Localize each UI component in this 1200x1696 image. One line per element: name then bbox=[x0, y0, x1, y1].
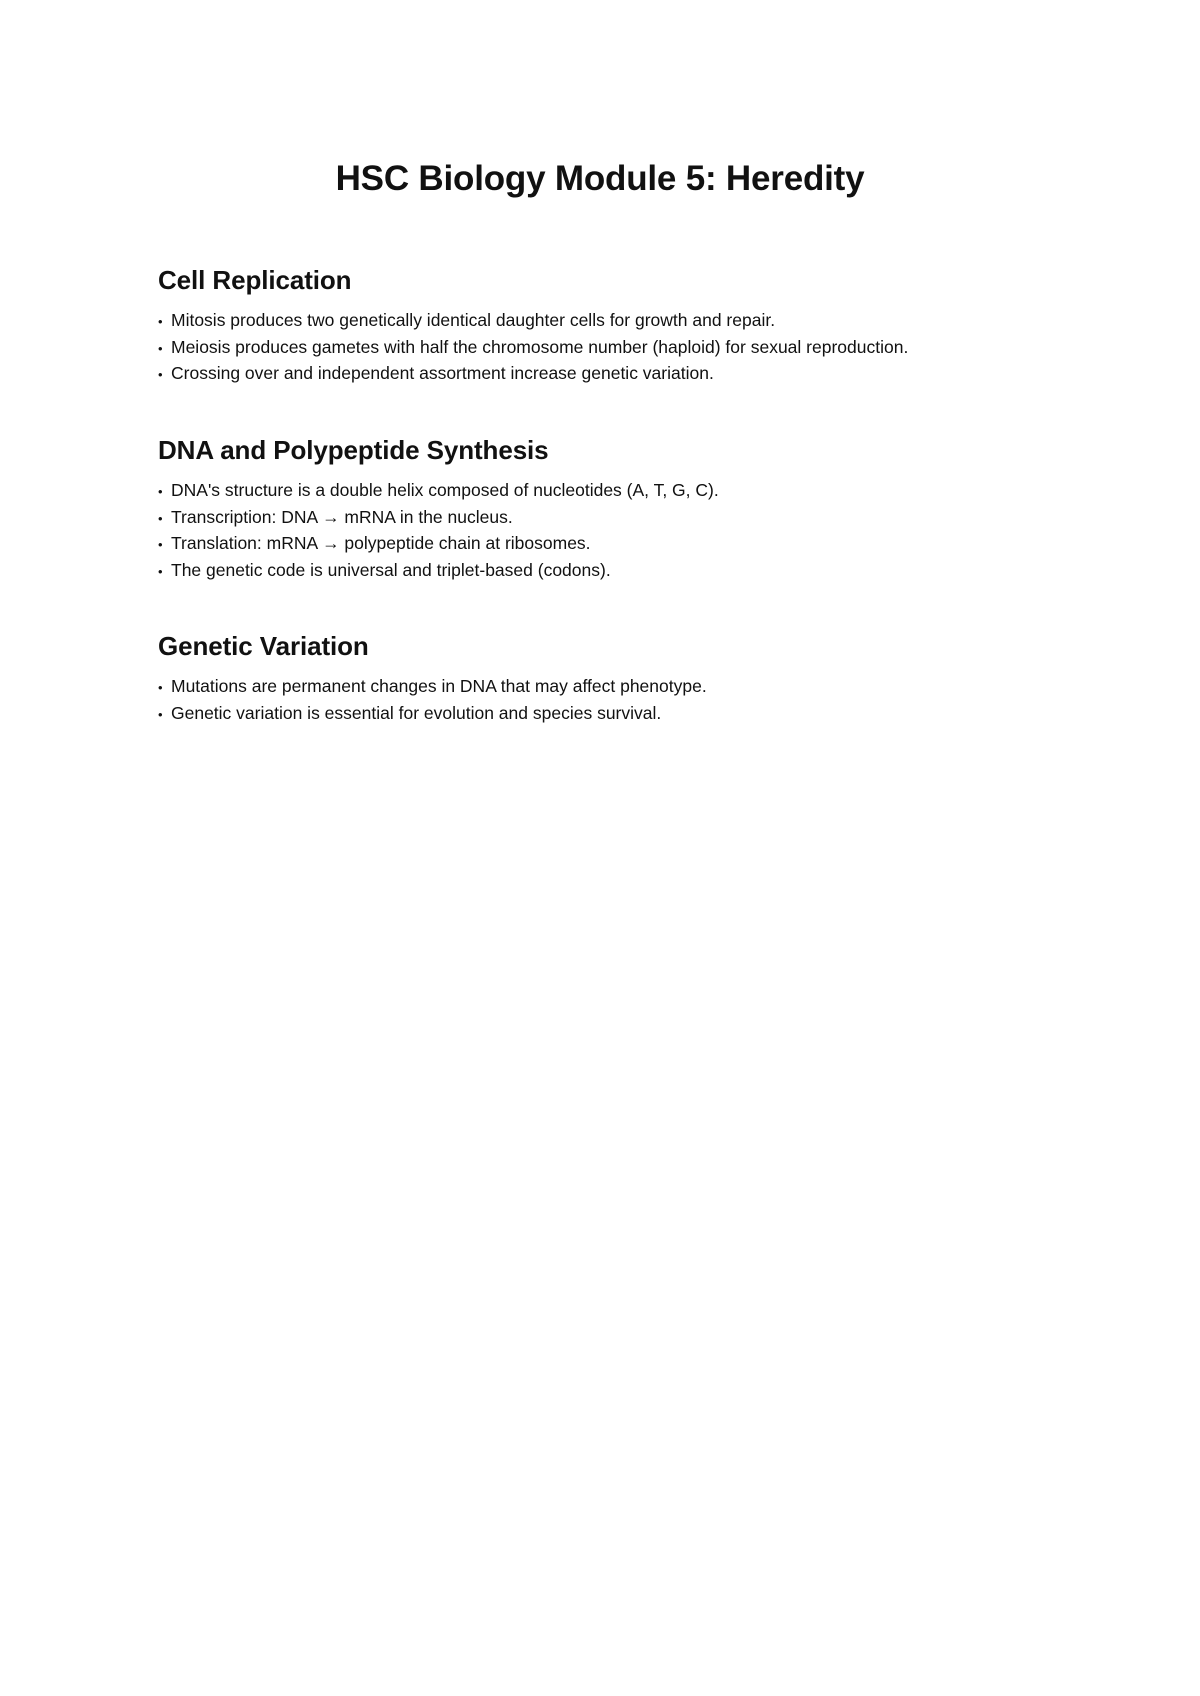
bullet-item: • Mutations are permanent changes in DNA that may affect phenotype. bbox=[158, 674, 1138, 701]
section-genetic-variation bbox=[158, 630, 1138, 727]
bullet-item: • Crossing over and independent assortment increase genetic variation. bbox=[158, 361, 1138, 388]
bullet-item: • Transcription: DNA → mRNA in the nucleus. bbox=[158, 505, 1138, 532]
bullet-list bbox=[158, 674, 1138, 727]
bullet-list bbox=[158, 308, 1138, 388]
bullet-item: • Genetic variation is essential for evolution and species survival. bbox=[158, 701, 1138, 728]
bullet-item: • The genetic code is universal and triplet-based (codons). bbox=[158, 558, 1138, 585]
section-heading: Cell Replication bbox=[158, 265, 352, 295]
document-title: HSC Biology Module 5: Heredity bbox=[335, 159, 865, 198]
bullet-item: • Mitosis produces two genetically identical daughter cells for growth and repair. bbox=[158, 308, 1138, 335]
section-heading: DNA and Polypeptide Synthesis bbox=[158, 435, 549, 465]
section-cell-replication bbox=[158, 264, 1138, 388]
section-heading: Genetic Variation bbox=[158, 631, 369, 661]
bullet-item: • DNA's structure is a double helix composed of nucleotides (A, T, G, C). bbox=[158, 478, 1138, 505]
section-dna-polypeptide-synthesis bbox=[158, 434, 1138, 584]
bullet-item: • Meiosis produces gametes with half the chromosome number (haploid) for sexual reproduction. bbox=[158, 335, 1138, 362]
bullet-item: • Translation: mRNA → polypeptide chain at ribosomes. bbox=[158, 531, 1138, 558]
bullet-list bbox=[158, 478, 1138, 584]
